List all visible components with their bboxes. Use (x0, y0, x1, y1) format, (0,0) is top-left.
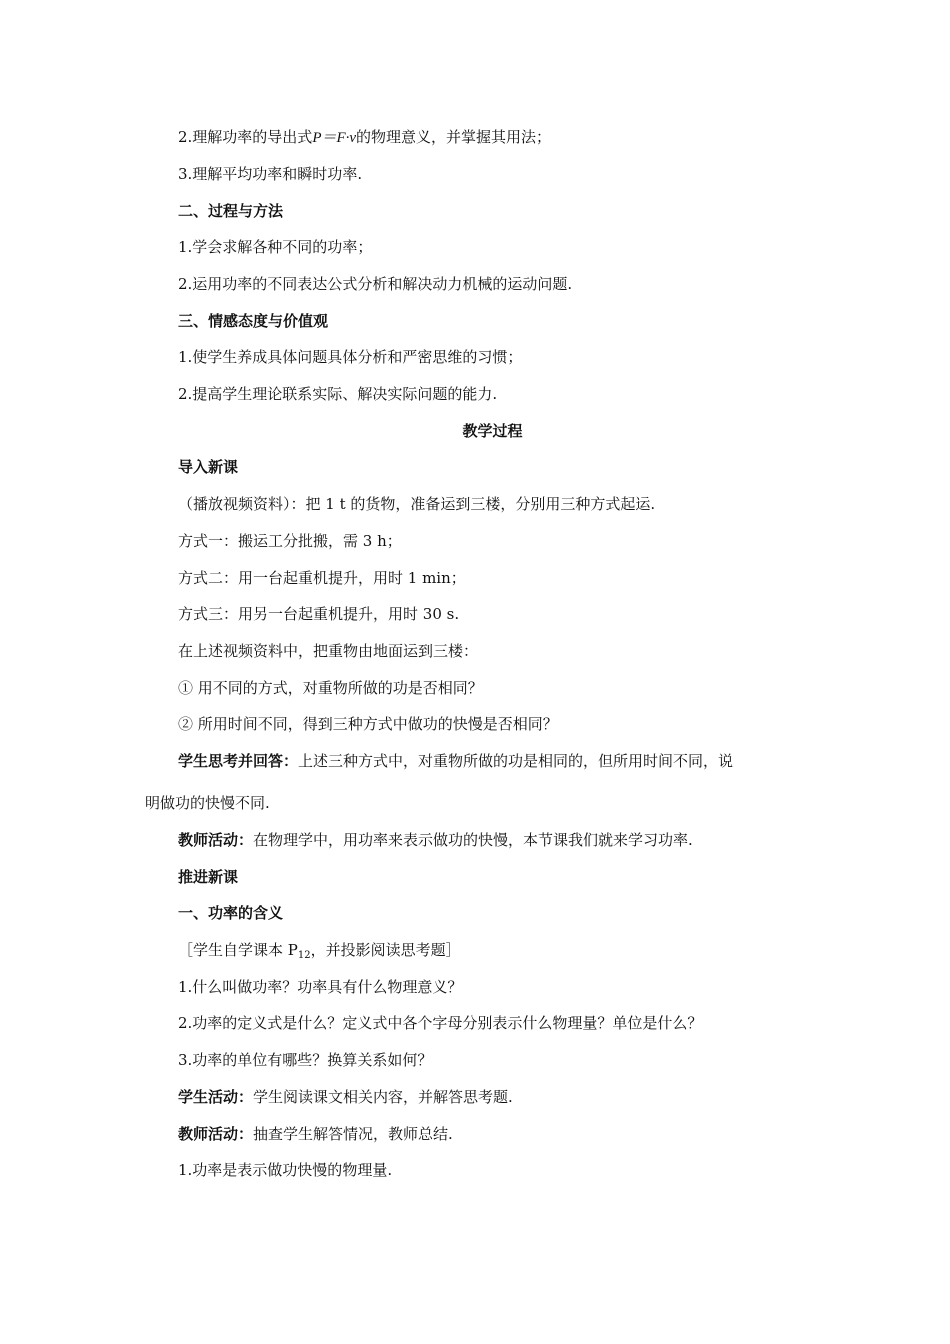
teacher-summary-label: 教师活动： (178, 1125, 254, 1143)
self-study-text: ［学生自学课本 P (178, 941, 298, 959)
student-answer-label: 学生思考并回答： (178, 752, 299, 770)
process-item-1: 1.学会求解各种不同的功率； (178, 238, 373, 256)
student-activity (178, 1087, 513, 1107)
process-method-heading: 二、过程与方法 (178, 202, 284, 220)
advance-heading: 推进新课 (178, 868, 239, 886)
objective-text: 2.理解功率的导出式 (178, 128, 313, 146)
process-item-2: 2.运用功率的不同表达公式分析和解决动力机械的运动问题. (178, 275, 573, 293)
power-formula: P＝F·v (312, 130, 357, 146)
teaching-process-title: 教学过程 (462, 422, 523, 440)
think-question-3: 3.功率的单位有哪些？换算关系如何？ (178, 1051, 433, 1069)
student-activity-text: 学生阅读课文相关内容，并解答思考题. (253, 1088, 513, 1106)
emotion-item-2: 2.提高学生理论联系实际、解决实际问题的能力. (178, 385, 498, 403)
think-question-2: 2.功率的定义式是什么？定义式中各个字母分别表示什么物理量？单位是什么？ (178, 1014, 703, 1032)
student-answer-continued: 明做功的快慢不同. (145, 794, 270, 812)
teacher-activity-text: 在物理学中，用功率来表示做功的快慢，本节课我们就来学习功率. (253, 831, 693, 849)
teacher-summary-text: 抽查学生解答情况，教师总结. (253, 1125, 453, 1143)
question-1: ① 用不同的方式，对重物所做的功是否相同？ (178, 679, 483, 697)
teacher-activity (178, 830, 693, 850)
question-intro: 在上述视频资料中，把重物由地面运到三楼： (178, 642, 479, 660)
teacher-activity-label: 教师活动： (178, 831, 254, 849)
objective-knowledge-2 (178, 127, 551, 148)
way-3: 方式三：用另一台起重机提升，用时 30 s. (178, 605, 460, 623)
video-description: （播放视频资料）：把 1 t 的货物，准备运到三楼，分别用三种方式起运. (178, 495, 656, 513)
question-2: ② 所用时间不同，得到三种方式中做功的快慢是否相同？ (178, 715, 558, 733)
intro-heading: 导入新课 (178, 458, 239, 476)
student-answer (178, 751, 733, 771)
way-1: 方式一：搬运工分批搬，需 3 h； (178, 532, 402, 550)
self-study-text: ，并投影阅读思考题］ (310, 941, 461, 959)
think-question-1: 1.什么叫做功率？功率具有什么物理意义？ (178, 978, 463, 996)
objective-text: 的物理意义，并掌握其用法； (356, 128, 552, 146)
emotion-item-1: 1.使学生养成具体问题具体分析和严密思维的习惯； (178, 348, 523, 366)
way-2: 方式二：用一台起重机提升，用时 1 min； (178, 569, 466, 587)
student-answer-text: 上述三种方式中，对重物所做的功是相同的，但所用时间不同，说 (298, 752, 734, 770)
section-1-heading: 一、功率的含义 (178, 904, 284, 922)
self-study-note (178, 940, 461, 960)
emotion-heading: 三、情感态度与价值观 (178, 312, 329, 330)
page-subscript: 12 (297, 950, 311, 961)
student-activity-label: 学生活动： (178, 1088, 254, 1106)
teacher-summary (178, 1124, 453, 1144)
conclusion-1: 1.功率是表示做功快慢的物理量. (178, 1161, 393, 1179)
objective-knowledge-3: 3.理解平均功率和瞬时功率. (178, 165, 363, 183)
